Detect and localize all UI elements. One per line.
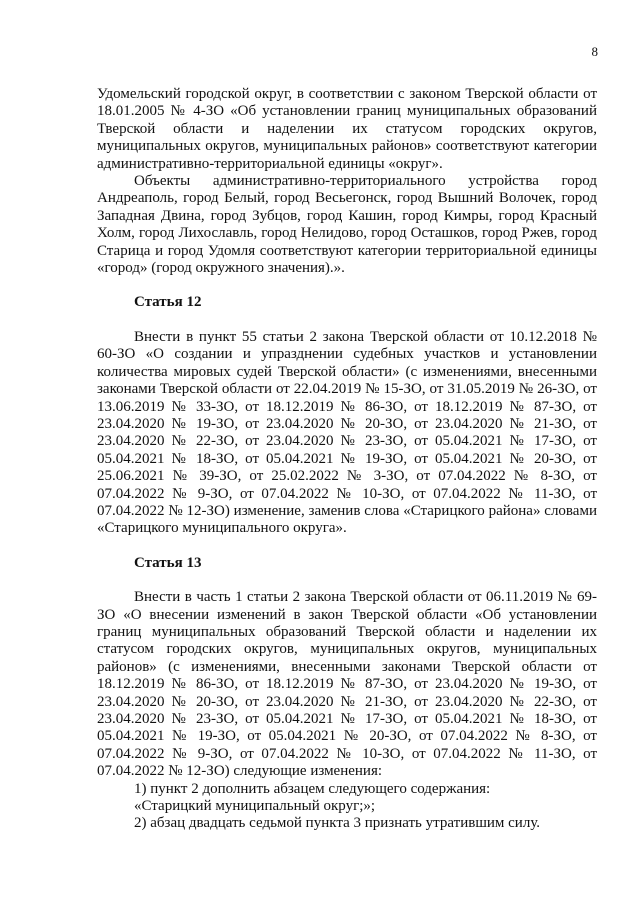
article-13-item-2: 2) абзац двадцать седьмой пункта 3 признать утратившим силу.	[134, 815, 541, 832]
article-12-heading: Статья 12	[134, 294, 202, 311]
paragraph-okrug: Удомельский городской округ, в соответствии с законом Тверской области от 18.01.2005 № 4-ЗО «Об установлении границ муниципальных образований Тверской области и наделении их статусом городских округов, муниципальных округов, муниципальных районов» соответствуют категории административно-территориальной единицы «округ».	[97, 86, 597, 172]
article-13-heading: Статья 13	[134, 554, 202, 571]
article-13-text: Внести в часть 1 статьи 2 закона Тверской области от 06.11.2019 № 69-ЗО «О внесении изменений в закон Тверской области «Об установлении границ муниципальных образований Тверской области и наделении их статусом городских округов, муниципальных округов, муниципальных районов» (с изменениями, внесенными законами Тверской области от 18.12.2019 № 86-ЗО, от 18.12.2019 № 87-ЗО, от 23.04.2020 № 19-ЗО, от 23.04.2020 № 20-ЗО, от 23.04.2020 № 21-ЗО, от 23.04.2020 № 22-ЗО, от 23.04.2020 № 23-ЗО, от 05.04.2021 № 17-ЗО, от 05.04.2021 № 18-ЗО, от 05.04.2021 № 19-ЗО, от 05.04.2021 № 20-ЗО, от 07.04.2022 № 8-ЗО, от 07.04.2022 № 9-ЗО, от 07.04.2022 № 10-ЗО, от 07.04.2022 № 11-ЗО, от 07.04.2022 № 12-ЗО) следующие изменения:	[97, 589, 597, 780]
article-12-text: Внести в пункт 55 статьи 2 закона Тверской области от 10.12.2018 № 60-ЗО «О создании и упразднении судебных участков и установлении количества мировых судей Тверской области» (с изменениями, внесенными законами Тверской области от 22.04.2019 № 15-ЗО, от 31.05.2019 № 26-ЗО, от 13.06.2019 № 33-ЗО, от 18.12.2019 № 86-ЗО, от 18.12.2019 № 87-ЗО, от 23.04.2020 № 19-ЗО, от 23.04.2020 № 20-ЗО, от 23.04.2020 № 21-ЗО, от 23.04.2020 № 22-ЗО, от 23.04.2020 № 23-ЗО, от 05.04.2021 № 17-ЗО, от 05.04.2021 № 18-ЗО, от 05.04.2021 № 19-ЗО, от 05.04.2021 № 20-ЗО, от 25.06.2021 № 39-ЗО, от 25.02.2022 № 3-ЗО, от 07.04.2022 № 8-ЗО, от 07.04.2022 № 9-ЗО, от 07.04.2022 № 10-ЗО, от 07.04.2022 № 11-ЗО, от 07.04.2022 № 12-ЗО) изменение, заменив слова «Старицкого района» словами «Старицкого муниципального округа».	[97, 328, 597, 537]
page-number: 8	[591, 44, 598, 59]
paragraph-gorod: Объекты административно-территориального устройства город Андреаполь, город Белый, город Весьегонск, город Вышний Волочек, город Западная Двина, город Зубцов, город Кашин, город Кимры, город Красный Холм, город Лихославль, город Нелидово, город Осташков, город Ржев, город Старица и город Удомля соответствуют категории территориальной единицы «город» (город окружного значения).».	[97, 173, 597, 277]
article-13-item-1: 1) пункт 2 дополнить абзацем следующего содержания:	[134, 780, 491, 797]
document-body	[97, 86, 597, 833]
article-13-item-1-quote: «Старицкий муниципальный округ;»;	[134, 798, 376, 815]
